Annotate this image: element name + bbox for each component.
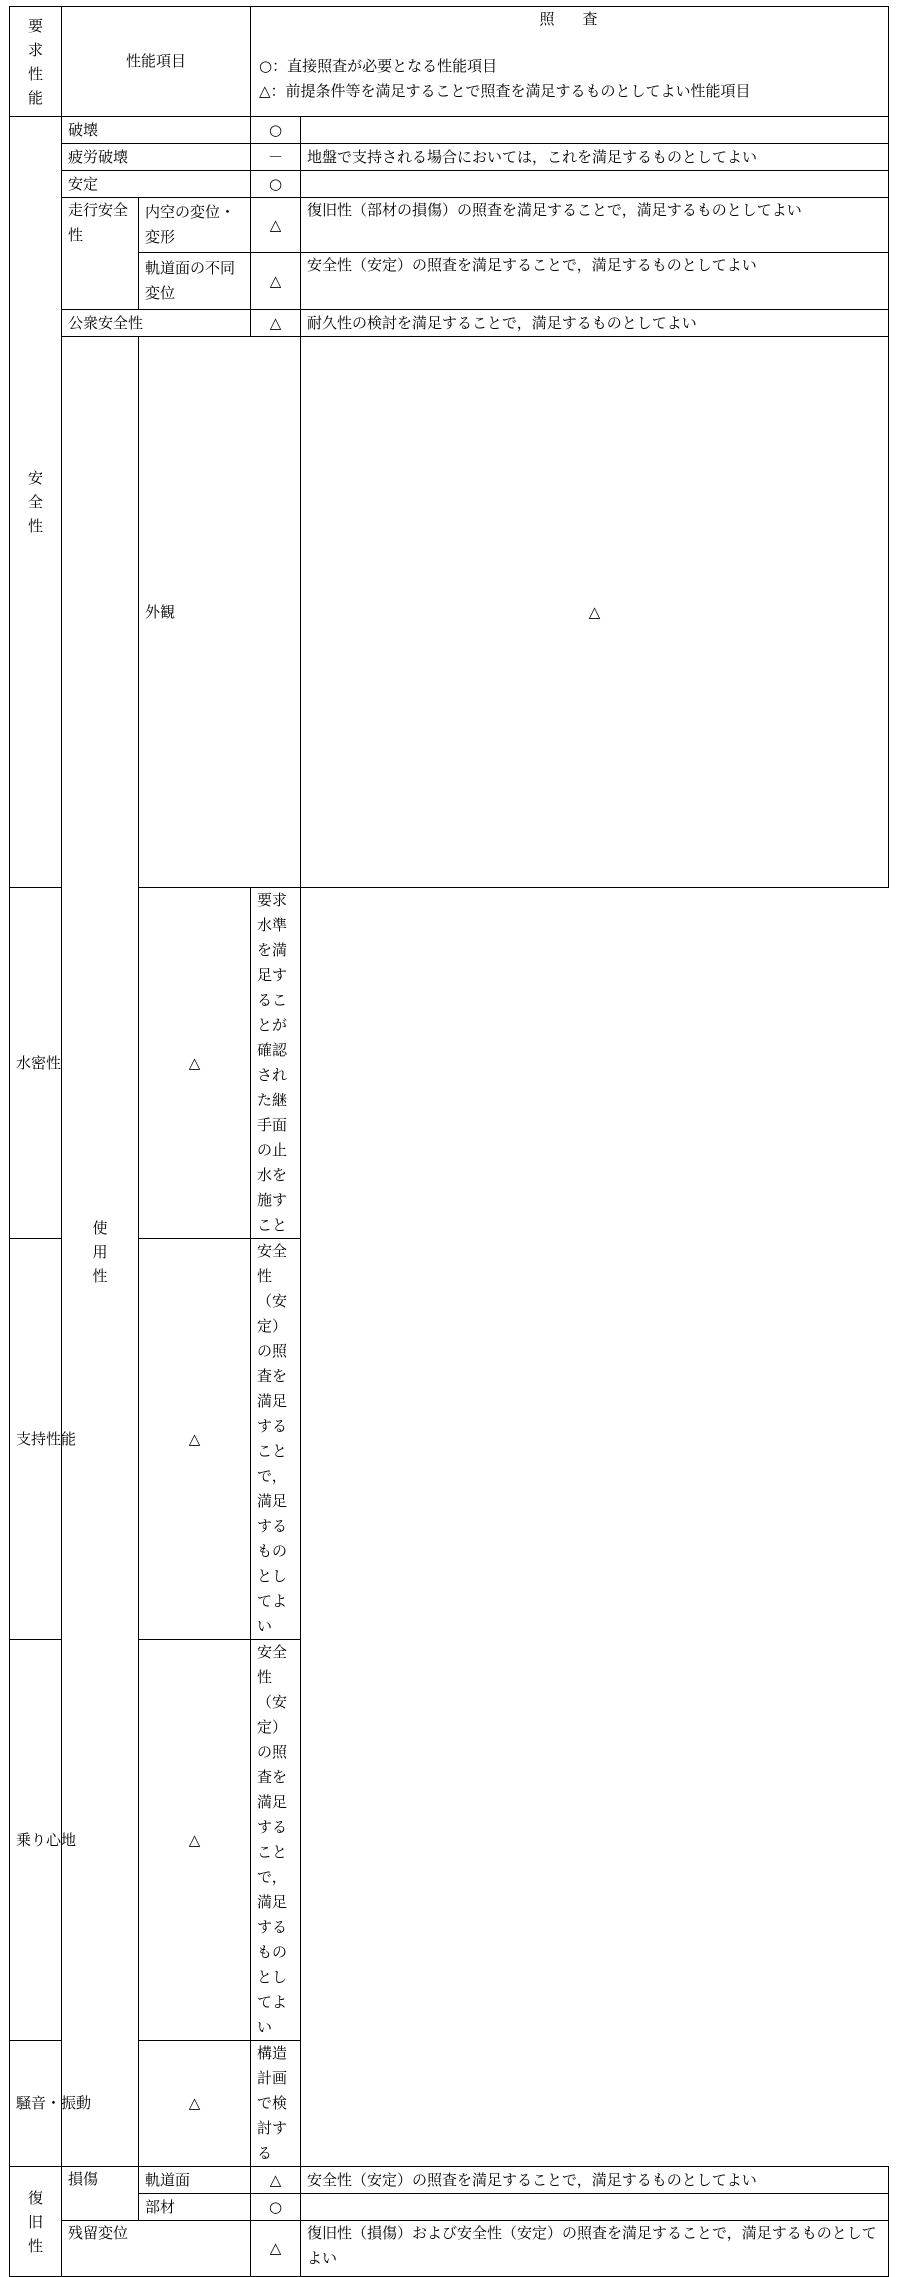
- header-check-title: 照査: [539, 10, 626, 28]
- mark-cell: △: [301, 337, 889, 888]
- item-cell: 安定: [62, 171, 251, 198]
- item-cell: 乗り心地: [10, 1640, 139, 2041]
- legend-circle: ○：直接照査が必要となる性能項目: [259, 57, 498, 75]
- mark-cell: △: [139, 2041, 251, 2167]
- item-cell: 破壊: [62, 117, 251, 144]
- note-cell: 安全性（安定）の照査を満足することで，満足するものとしてよい: [251, 1640, 301, 2041]
- table-row: [10, 2221, 889, 2277]
- header-perf-item: 性能項目: [62, 7, 251, 117]
- item-damage: 損傷: [62, 2167, 139, 2221]
- mark-cell: △: [139, 888, 251, 1239]
- table-row: [10, 198, 889, 253]
- table-row: [10, 888, 889, 1239]
- note-cell: 構造計画で検討する: [251, 2041, 301, 2167]
- mark-cell: △: [251, 198, 301, 253]
- performance-table-container: [9, 6, 889, 2277]
- note-cell: 安全性（安定）の照査を満足することで，満足するものとしてよい: [251, 1239, 301, 1640]
- item-running-safety: 走行安全性: [62, 198, 139, 310]
- item-cell: 外観: [139, 337, 301, 888]
- header-req-perf: 要求性能: [10, 7, 62, 117]
- mark-cell: －: [251, 144, 301, 171]
- group-safety: 安全性: [10, 117, 62, 888]
- note-cell: 要求水準を満足することが確認された継手面の止水を施すこと: [251, 888, 301, 1239]
- item-cell: 軌道面: [139, 2167, 251, 2194]
- mark-cell: ○: [251, 2194, 301, 2221]
- table-row: [10, 310, 889, 337]
- header-check: [251, 7, 889, 117]
- note-cell: 地盤で支持される場合においては，これを満足するものとしてよい: [301, 144, 889, 171]
- table-row: [10, 171, 889, 198]
- note-cell: 復旧性（損傷）および安全性（安定）の照査を満足することで，満足するものとしてよい: [301, 2221, 889, 2277]
- item-cell: 騒音・振動: [10, 2041, 139, 2167]
- mark-cell: △: [139, 1239, 251, 1640]
- item-cell: 内空の変位・変形: [139, 198, 251, 253]
- header-row: [10, 7, 889, 117]
- group-usability: 使用性: [62, 337, 139, 2167]
- item-cell: 疲労破壊: [62, 144, 251, 171]
- note-cell: [301, 171, 889, 198]
- performance-table: [9, 6, 889, 2277]
- note-cell: 安全性（安定）の照査を満足することで，満足するものとしてよい: [301, 2167, 889, 2194]
- note-cell: [301, 117, 889, 144]
- note-cell: 安全性（安定）の照査を満足することで，満足するものとしてよい: [301, 253, 889, 310]
- mark-cell: △: [251, 2167, 301, 2194]
- mark-cell: △: [139, 1640, 251, 2041]
- table-row: [10, 1239, 889, 1640]
- legend-triangle: △：前提条件等を満足することで照査を満足するものとしてよい性能項目: [259, 82, 751, 100]
- note-cell: 復旧性（部材の損傷）の照査を満足することで，満足するものとしてよい: [301, 198, 889, 253]
- note-cell: [301, 2194, 889, 2221]
- item-cell: 支持性能: [10, 1239, 139, 1640]
- table-row: [10, 2194, 889, 2221]
- mark-cell: △: [251, 253, 301, 310]
- item-cell: 軌道面の不同変位: [139, 253, 251, 310]
- group-recovery: 復旧性: [10, 2167, 62, 2277]
- table-row: [10, 144, 889, 171]
- item-cell: 公衆安全性: [62, 310, 251, 337]
- note-cell: 耐久性の検討を満足することで，満足するものとしてよい: [301, 310, 889, 337]
- mark-cell: △: [251, 2221, 301, 2277]
- table-row: [10, 2041, 889, 2167]
- table-row: [10, 2167, 889, 2194]
- table-row: [10, 1640, 889, 2041]
- mark-cell: ○: [251, 171, 301, 198]
- table-row: [10, 253, 889, 310]
- mark-cell: ○: [251, 117, 301, 144]
- table-row: [10, 117, 889, 144]
- item-cell: 部材: [139, 2194, 251, 2221]
- item-cell: 水密性: [10, 888, 139, 1239]
- item-cell: 残留変位: [62, 2221, 251, 2277]
- table-row: [10, 337, 889, 888]
- mark-cell: △: [251, 310, 301, 337]
